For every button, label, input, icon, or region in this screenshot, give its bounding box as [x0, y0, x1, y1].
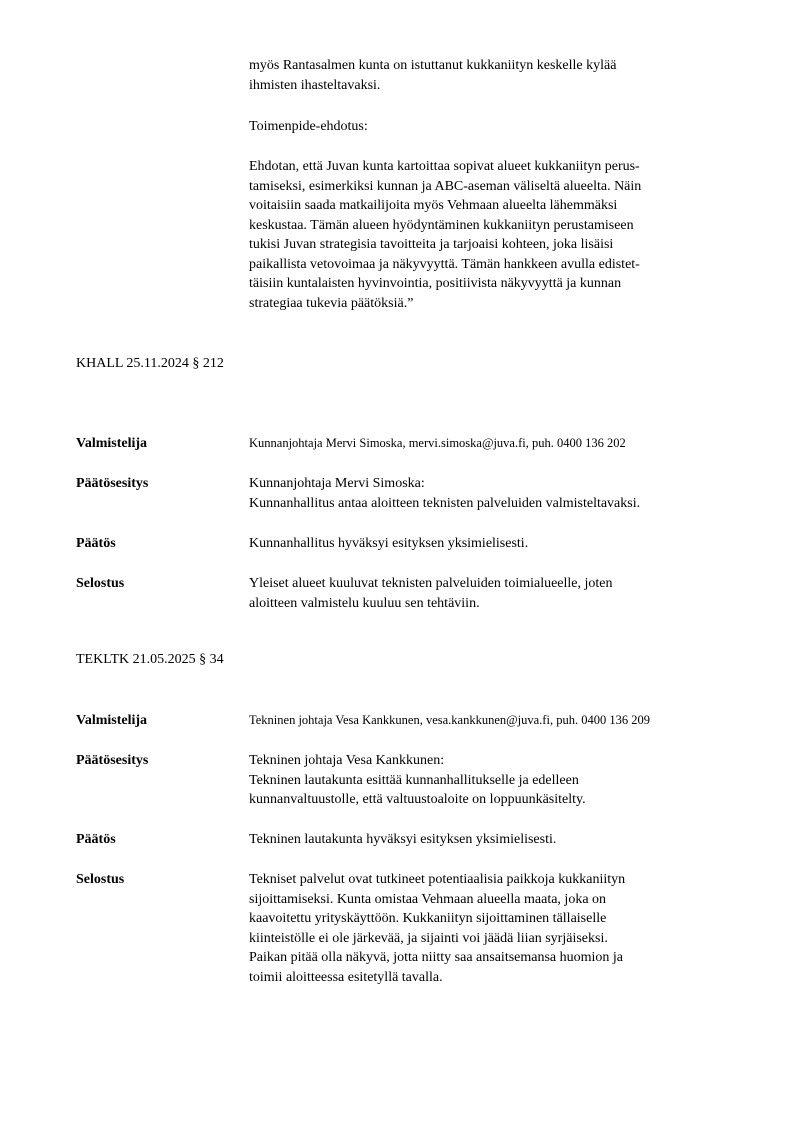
- proposal-line: paikallista vetovoimaa ja näkyvyyttä. Tämän hankkeen avulla edistet-: [249, 256, 640, 272]
- proposal-heading: Toimenpide-ehdotus:: [249, 119, 368, 134]
- tekltk-heading: TEKLTK 21.05.2025 § 34: [76, 652, 224, 667]
- valmistelija-value: Tekninen johtaja Vesa Kankkunen, vesa.kankkunen@juva.fi, puh. 0400 136 209: [249, 713, 650, 727]
- paatosesitys-line: kunnanvaltuustolle, että valtuustoaloite on loppuunkäsitelty.: [249, 792, 586, 807]
- selostus-label: Selostus: [76, 576, 125, 591]
- selostus-line: sijoittamiseksi. Kunta omistaa Vehmaan alueella maata, joka on: [249, 891, 607, 907]
- paatos-label: Päätös: [76, 536, 116, 551]
- selostus-line: aloitteen valmistelu kuuluu sen tehtäviin.: [249, 595, 480, 611]
- valmistelija-label: Valmistelija: [76, 713, 148, 728]
- paatosesitys-label: Päätösesitys: [76, 476, 149, 491]
- khall-heading: KHALL 25.11.2024 § 212: [76, 356, 224, 371]
- paatos-label: Päätös: [76, 832, 116, 847]
- proposal-line: keskustaa. Tämän alueen hyödyntäminen kukkaniityn perustamiseen: [249, 217, 634, 233]
- valmistelija-label: Valmistelija: [76, 436, 148, 451]
- proposal-line: strategiaa tukevia päätöksiä.”: [249, 295, 414, 311]
- selostus-line: Tekniset palvelut ovat tutkineet potentiaalisia paikkoja kukkaniityn: [249, 872, 626, 887]
- proposal-line: tamiseksi, esimerkiksi kunnan ja ABC-aseman väliseltä alueelta. Näin: [249, 178, 642, 194]
- selostus-line: Yleiset alueet kuuluvat teknisten palveluiden toimialueelle, joten: [249, 576, 613, 591]
- valmistelija-value: Kunnanjohtaja Mervi Simoska, mervi.simoska@juva.fi, puh. 0400 136 202: [249, 436, 626, 450]
- selostus-value: [249, 574, 749, 613]
- paatosesitys-line: Kunnanhallitus antaa aloitteen teknisten palveluiden valmisteltavaksi.: [249, 495, 641, 511]
- paatosesitys-value: [249, 474, 749, 513]
- proposal-line: voitaisiin saada matkailijoita myös Vehmaan alueelta lähemmäksi: [249, 198, 618, 213]
- intro-line: myös Rantasalmen kunta on istuttanut kukkaniityn keskelle kylää: [249, 58, 617, 73]
- paatos-value: Kunnanhallitus hyväksyi esityksen yksimielisesti.: [249, 536, 529, 551]
- selostus-line: kiinteistölle ei ole järkevää, ja sijainti voi jäädä liian syrjäiseksi.: [249, 930, 608, 946]
- paatosesitys-line: Kunnanjohtaja Mervi Simoska:: [249, 476, 425, 491]
- intro-line: ihmisten ihasteltavaksi.: [249, 77, 381, 93]
- selostus-line: Paikan pitää olla näkyvä, jotta niitty saa ansaitsemansa huomion ja: [249, 950, 624, 965]
- paatosesitys-line: Tekninen lautakunta esittää kunnanhallitukselle ja edelleen: [249, 772, 579, 788]
- proposal-line: Ehdotan, että Juvan kunta kartoittaa sopivat alueet kukkaniityn perus-: [249, 159, 640, 174]
- proposal-paragraph: [249, 157, 739, 313]
- selostus-label: Selostus: [76, 872, 125, 887]
- proposal-line: tukisi Juvan strategisia tavoitteita ja tarjoaisi kohteen, joka lisäisi: [249, 237, 614, 252]
- intro-paragraph: [249, 56, 739, 95]
- selostus-line: toimii aloitteessa esitetyllä tavalla.: [249, 969, 443, 985]
- paatos-value: Tekninen lautakunta hyväksyi esityksen yksimielisesti.: [249, 832, 557, 847]
- selostus-line: kaavoitettu yrityskäyttöön. Kukkaniityn sijoittaminen tällaiselle: [249, 911, 607, 926]
- proposal-line: täisiin kuntalaisten hyvinvointia, positiivista näkyvyyttä ja kunnan: [249, 276, 622, 291]
- paatosesitys-line: Tekninen johtaja Vesa Kankkunen:: [249, 753, 445, 768]
- paatosesitys-label: Päätösesitys: [76, 753, 149, 768]
- paatosesitys-value: [249, 751, 749, 810]
- selostus-value: [249, 870, 749, 987]
